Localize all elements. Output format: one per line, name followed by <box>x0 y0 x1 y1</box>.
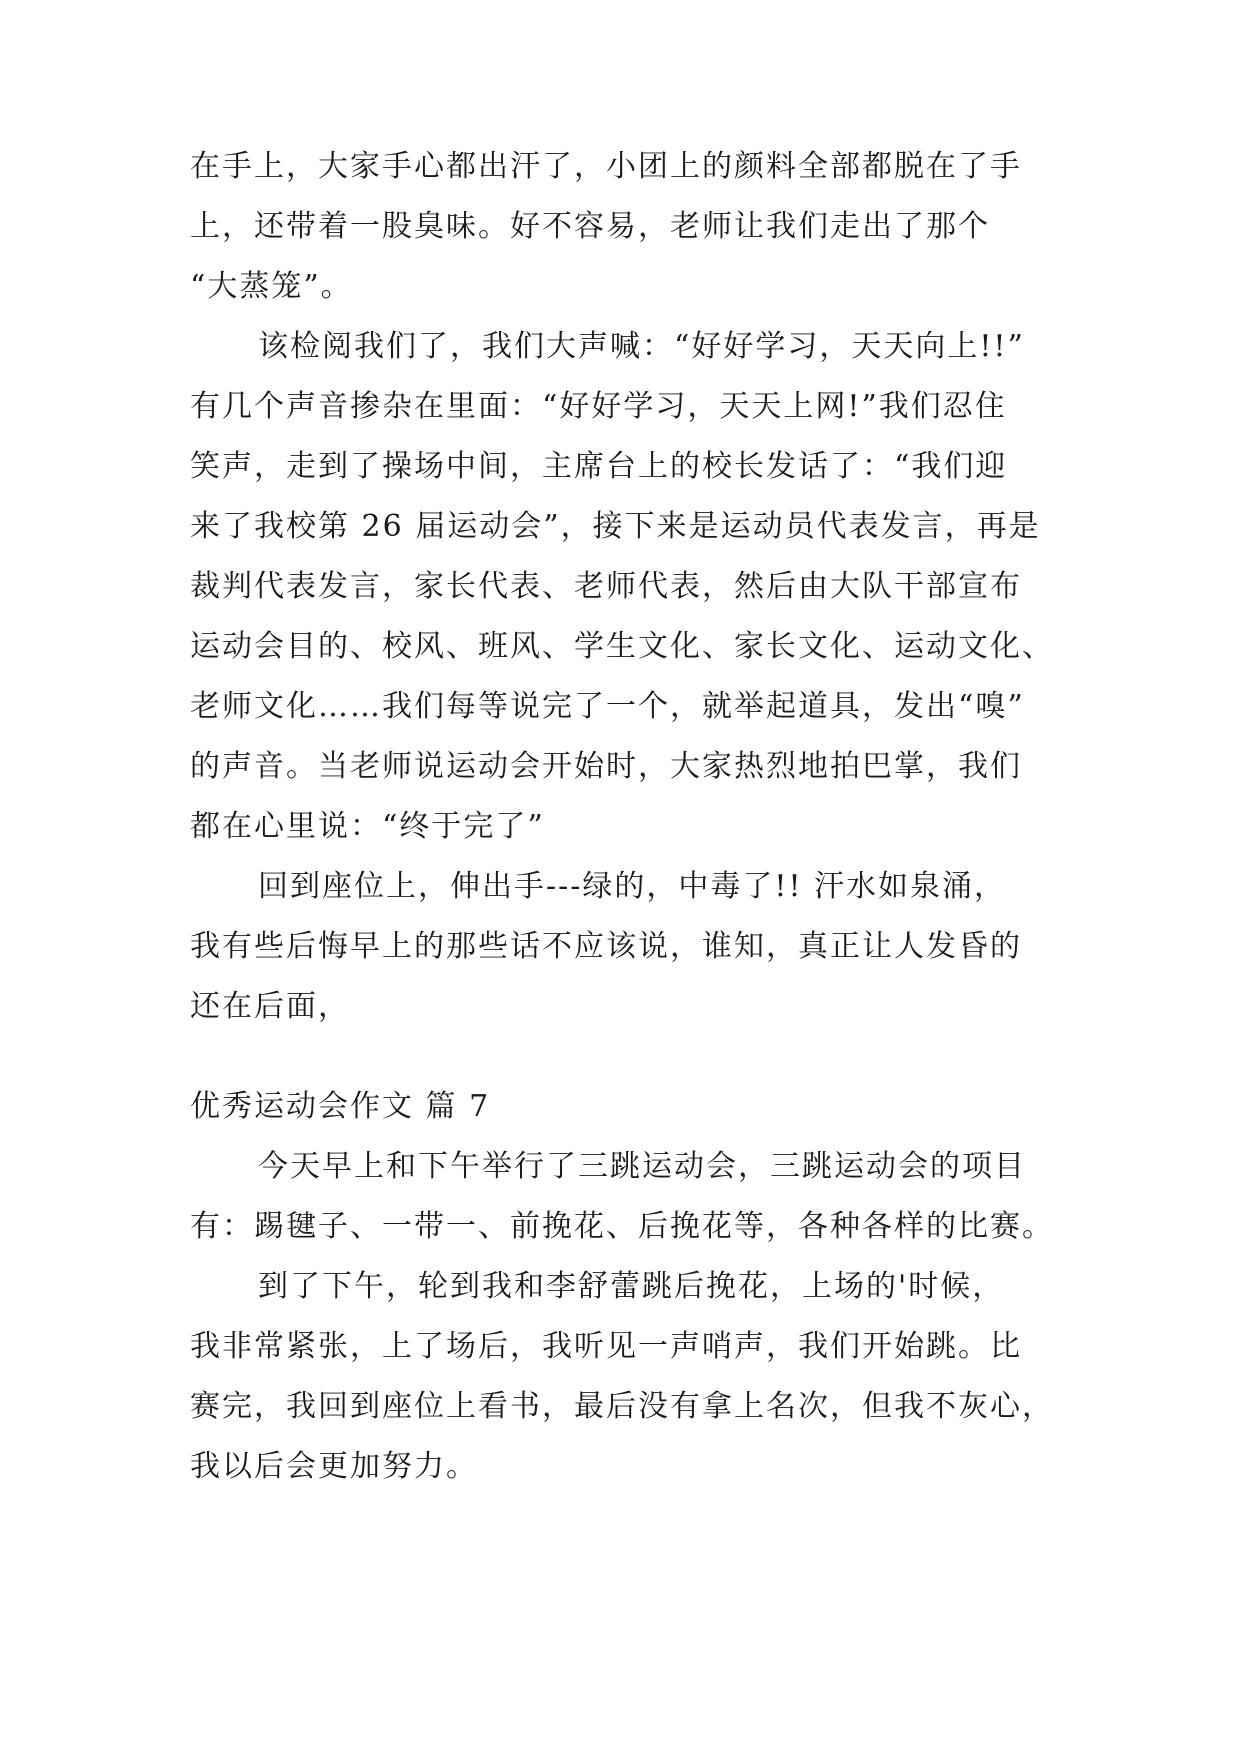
essay-section-1 <box>190 137 1070 1037</box>
text-line: 该检阅我们了，我们大声喊：“好好学习，天天向上!!” <box>258 329 1025 364</box>
paragraph-3 <box>190 857 1070 1037</box>
text-line: 运动会目的、校风、班风、学生文化、家长文化、运动文化、 <box>190 629 1054 664</box>
text-line: 赛完，我回到座位上看书，最后没有拿上名次，但我不灰心， <box>190 1389 1054 1424</box>
text-line: 的声音。当老师说运动会开始时，大家热烈地拍巴掌，我们 <box>190 749 1022 784</box>
text-line: 还在后面， <box>190 989 350 1024</box>
text-line: 有几个声音掺杂在里面：“好好学习，天天上网!”我们忍住 <box>190 389 1007 424</box>
text-line: 来了我校第 26 届运动会”，接下来是运动员代表发言，再是 <box>190 509 1041 544</box>
text-line: 回到座位上，伸出手---绿的，中毒了!! 汗水如泉涌， <box>258 869 1007 904</box>
text-line: 今天早上和下午举行了三跳运动会，三跳运动会的项目 <box>258 1149 1026 1184</box>
section-heading: 优秀运动会作文 篇 7 <box>190 1089 491 1124</box>
paragraph-5 <box>190 1257 1070 1497</box>
paragraph-4 <box>190 1137 1070 1257</box>
paragraph-2 <box>190 317 1070 857</box>
text-line: 笑声，走到了操场中间，主席台上的校长发话了：“我们迎 <box>190 449 1008 484</box>
text-line: 有：踢毽子、一带一、前挽花、后挽花等，各种各样的比赛。 <box>190 1209 1054 1244</box>
paragraph-1 <box>190 137 1070 317</box>
text-line: 我非常紧张，上了场后，我听见一声哨声，我们开始跳。比 <box>190 1329 1022 1364</box>
text-line: 在手上，大家手心都出汗了，小团上的颜料全部都脱在了手 <box>190 149 1022 184</box>
text-line: 上，还带着一股臭味。好不容易，老师让我们走出了那个 <box>190 209 990 244</box>
text-line: 我有些后悔早上的那些话不应该说，谁知，真正让人发昏的 <box>190 929 1022 964</box>
text-line: 都在心里说：“终于完了” <box>190 809 545 844</box>
text-line: 老师文化……我们每等说完了一个，就举起道具，发出“嗅” <box>190 689 1025 724</box>
essay-section-2 <box>190 1077 1070 1497</box>
text-line: 到了下午，轮到我和李舒蕾跳后挽花，上场的'时候， <box>258 1269 1005 1304</box>
text-line: 裁判代表发言，家长代表、老师代表，然后由大队干部宣布 <box>190 569 1022 604</box>
text-line: 我以后会更加努力。 <box>190 1449 478 1484</box>
text-line: “大蒸笼”。 <box>190 269 353 304</box>
